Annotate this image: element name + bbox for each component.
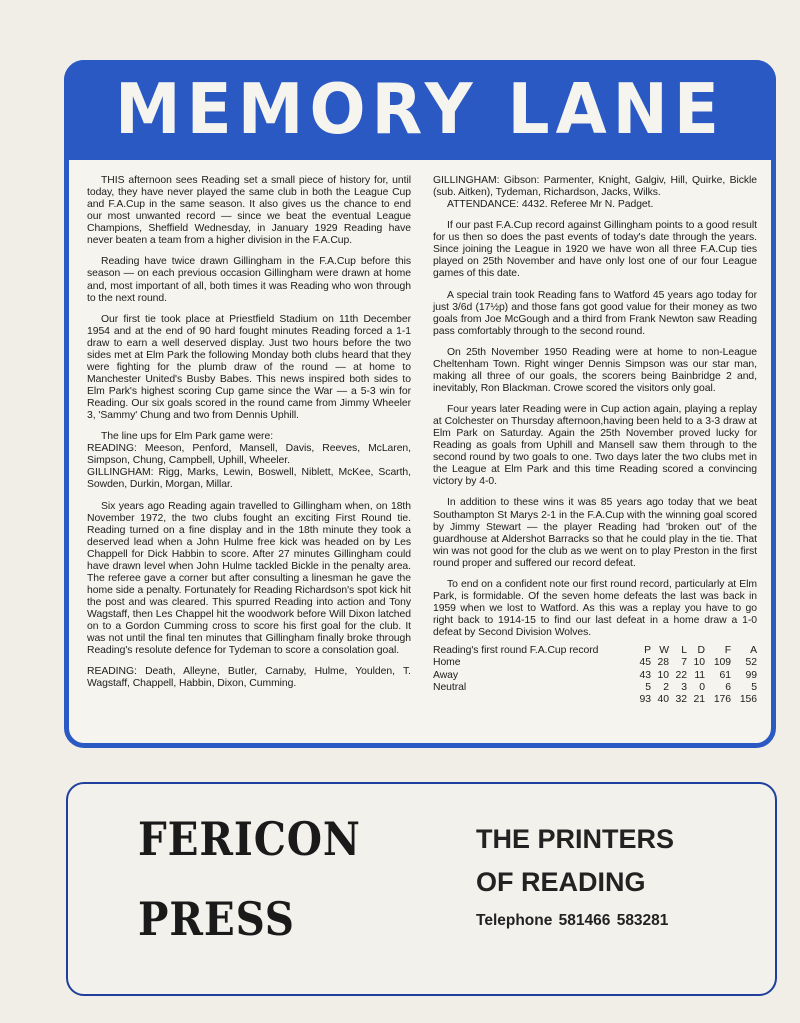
record-row-name: Home [433, 657, 461, 669]
record-cell: 109 [713, 657, 731, 669]
record-header-p: P [644, 645, 651, 657]
previous-draws-paragraph: Reading have twice drawn Gillingham in the F.A.Cup before this season — on each previous occasion Gillingham were drawn at home and, most important of all, both times it was Reading who won through to the next round. [87, 256, 411, 304]
record-row-total [433, 694, 757, 706]
gillingham-lineup-1972: GILLINGHAM: Gibson: Parmenter, Knight, Galgiv, Hill, Quirke, Bickle (sub. Aitken), Tydeman, Richardson, Jacks, Wilks. [433, 175, 757, 199]
cheltenham-paragraph: On 25th November 1950 Reading were at home to non-League Cheltenham Town. Right winger Dennis Simpson was our star man, making all three of our goals, the scorers being Bainbridge 2 and, inevitably, Ron Blackman. Crowe scored the visitors only goal. [433, 346, 757, 394]
record-cell: 45 [639, 657, 651, 669]
record-header-row [433, 645, 757, 657]
record-cell: 10 [693, 657, 705, 669]
record-cell: 11 [694, 669, 705, 681]
intro-paragraph: THIS afternoon sees Reading set a small piece of history for, until today, they have never played the same club in both the League Cup and F.A.Cup in the same season. It also gives us the chance to end our most unwanted record — since we beat the eventual League Champions, Sheffield Wednesday, in January 1929 Reading have never beaten a team from a higher division in the F.A.Cup. [87, 175, 411, 247]
record-cell: 7 [681, 657, 687, 669]
record-row-name: Neutral [433, 681, 467, 693]
record-cell: 5 [751, 681, 757, 693]
record-row-name: Away [433, 669, 459, 681]
record-row-away [433, 670, 757, 682]
lineups-intro: The line ups for Elm Park game were: [101, 431, 274, 443]
record-cell: 2 [663, 681, 669, 693]
page-title: MEMORY LANE [115, 69, 725, 150]
watford-paragraph: A special train took Reading fans to Watford 45 years ago today for just 3/6d (17½p) and those fans got good value for their money as two goals from Joe McGough and a third from Frank Newton saw Reading pass comfortably through to the second round. [433, 289, 757, 337]
first-round-record-table [433, 645, 757, 706]
right-column [433, 175, 757, 706]
left-column [87, 175, 411, 706]
attendance-line: ATTENDANCE: 4432. Referee Mr N. Padget. [447, 199, 654, 211]
date-record-paragraph: If our past F.A.Cup record against Gillingham points to a good result for us then so does the past events of today's date through the years. Since joining the League in 1920 we have won all three F.A.Cup ties played on 25th November and have only lost one of our four League games of this date. [433, 220, 757, 280]
tie-1972-paragraph: Six years ago Reading again travelled to Gillingham when, on 18th November 1972, the two clubs fought an exciting First Round tie. Reading turned on a fine display and in the 18th minute they took a deserved lead when a John Hulme free kick was headed on by Les Chappell for Dick Habbin to score. After 27 minutes Gillingham could have drawn level when John Hulme tackled Bickle in the penalty area. The referee gave a corner but after consulting a linesman he gave the home side a penalty. Fortunately for Reading Richardson's spot kick hit the post and was cleared. This spurred Reading into action and Tony Wagstaff, then Les Chappel hit the woodwork before Will Dixon latched on to a Gordon Cumming cross to score his first goal for the club. It was not until the final ten minutes that Gillingham finally broke through Reading's resolute defence for Tydeman to score a consolation goal. [87, 500, 411, 657]
record-header-f: F [724, 645, 731, 657]
record-cell: 40 [657, 694, 669, 706]
article-columns [87, 175, 757, 706]
record-row-name [433, 694, 633, 706]
record-cell: 21 [693, 694, 705, 706]
colchester-paragraph: Four years later Reading were in Cup action again, playing a replay at Colchester on Thursday afternoon,having been held to a 3-3 draw at Elm Park on Saturday. Again the 25th November proved lucky for Reading as goals from Uphill and Mansell saw them through to the second round by two goals to one. Two days later the two clubs met in the League at Elm Park and this time Reading scored a convincing victory by 4-0. [433, 404, 757, 488]
record-cell: 176 [713, 694, 731, 706]
record-cell: 22 [675, 669, 687, 681]
record-cell: 0 [699, 681, 705, 693]
tie-1954-paragraph: Our first tie took place at Priestfield Stadium on 11th December 1954 and at the end of 90 hard fought minutes Reading forced a 1-1 draw to earn a well deserved display. Just two hours before the two sides met at Elm Park the following Monday both clubs heard that they were fighting for the plumb draw of the round — at home to Manchester United's Busby Babes. This news inspired both sides to Elm Park's highest scoring Cup game since the War — a 5-3 win for Reading. Our six goals scored in the round came from Jimmy Wheeler 3, 'Sammy' Chung and two from Dennis Uphill. [87, 313, 411, 422]
record-header-w: W [659, 645, 669, 657]
record-label: Reading's first round F.A.Cup record [433, 645, 599, 657]
southampton-paragraph: In addition to these wins it was 85 years ago today that we beat Southampton St Marys 2-1 in the F.A.Cup with the winning goal scored by Jimmy Stewart — the player Reading had 'broken out' of the guardhouse at Aldershot Barracks so that he could play in the tie. That win was not good for the club as we went on to play Preston in the first round proper and suffered our record defeat. [433, 497, 757, 569]
record-cell: 52 [745, 657, 757, 669]
advert-tagline-line2: OF READING [476, 867, 646, 897]
advert-telephone: Telephone 581466 583281 [476, 912, 669, 929]
advert-details [476, 826, 674, 930]
memory-lane-banner [64, 60, 776, 160]
gillingham-lineup-1954: GILLINGHAM: Rigg, Marks, Lewin, Boswell, Niblett, McKee, Scarth, Sowden, Durkin, Morgan, Millar. [87, 467, 411, 491]
record-cell: 6 [725, 681, 731, 693]
record-row-neutral [433, 682, 757, 694]
advert-name-line1: FERICON [138, 812, 361, 866]
record-header-d: D [697, 645, 705, 657]
fericon-press-advert [66, 782, 777, 996]
record-cell: 156 [739, 694, 757, 706]
record-header-a: A [750, 645, 757, 657]
record-cell: 32 [675, 694, 687, 706]
record-cell: 10 [657, 669, 669, 681]
advert-name-line2: PRESS [138, 892, 295, 946]
record-cell: 43 [639, 669, 651, 681]
record-header-l: L [681, 645, 687, 657]
record-cell: 93 [639, 694, 651, 706]
memory-lane-article [64, 60, 776, 748]
advert-tagline-line1: THE PRINTERS [476, 824, 675, 854]
closing-paragraph: To end on a confident note our first round record, particularly at Elm Park, is formidable. Of the seven home defeats the last was back in 1959 when we lost to Watford. As this was a replay you have to go right back to 1914-15 to find our last defeat in a home draw a 1-0 defeat by Second Division Wolves. [433, 578, 757, 639]
record-row-home [433, 657, 757, 669]
reading-lineup-1972: READING: Death, Alleyne, Butler, Carnaby, Hulme, Youlden, T. Wagstaff, Chappell, Habbin, Dixon, Cumming. [87, 666, 411, 690]
reading-lineup-1954: READING: Meeson, Penford, Mansell, Davis, Reeves, McLaren, Simpson, Chung, Campbell, Uphill, Wheeler. [87, 443, 411, 467]
record-cell: 99 [745, 669, 757, 681]
record-cell: 3 [681, 681, 687, 693]
record-cell: 61 [719, 669, 731, 681]
record-cell: 28 [657, 657, 669, 669]
record-cell: 5 [645, 681, 651, 693]
